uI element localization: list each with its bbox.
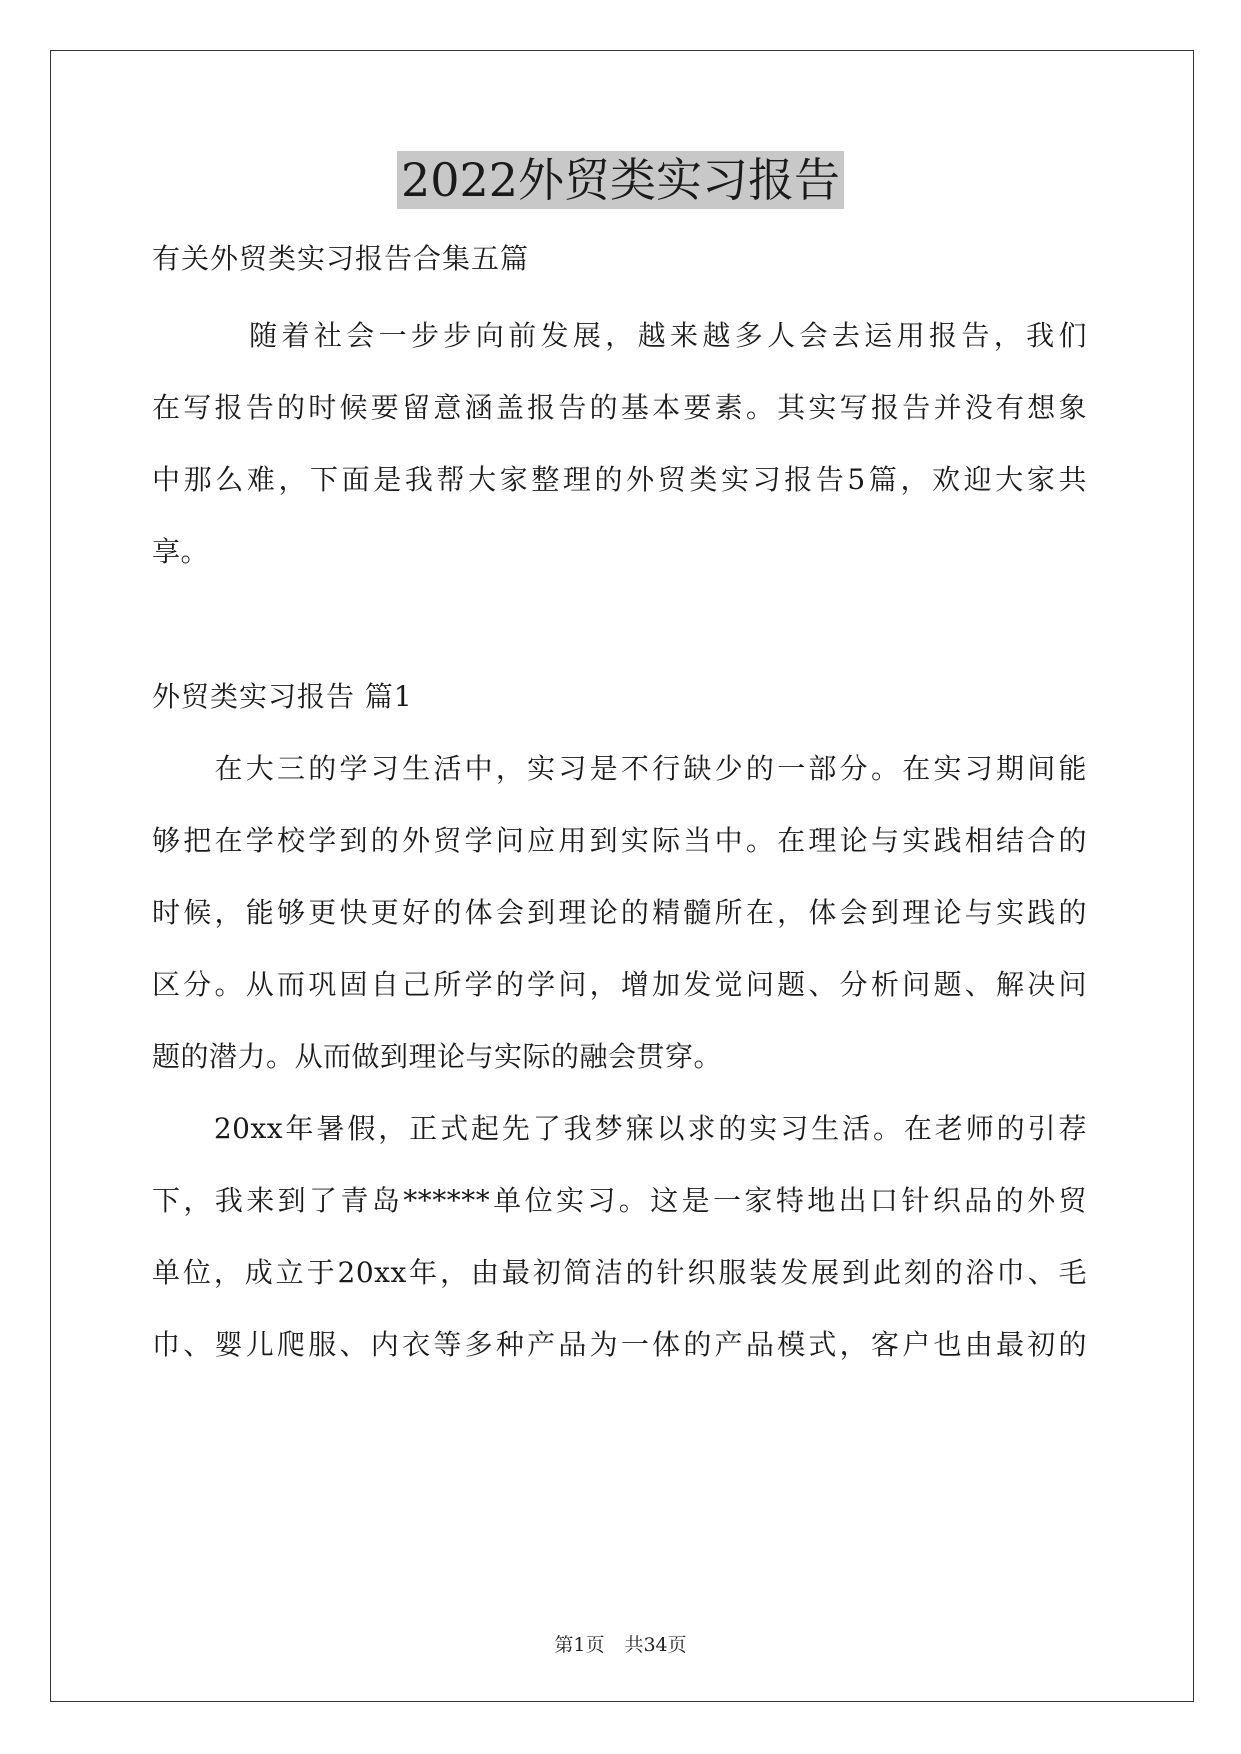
paragraph-line: 时候，能够更快更好的体会到理论的精髓所在，体会到理论与实践的 <box>152 896 1087 929</box>
paragraph-line: 20xx年暑假，正式起先了我梦寐以求的实习生活。在老师的引荐 <box>152 1112 1087 1145</box>
document-subtitle: 有关外贸类实习报告合集五篇 <box>152 242 530 275</box>
section-heading: 外贸类实习报告 篇1 <box>152 680 413 713</box>
paragraph-line: 区分。从而巩固自己所学的学问，增加发觉问题、分析问题、解决问 <box>152 968 1087 1001</box>
document-title <box>0 150 1241 210</box>
intro-line: 享。 <box>152 535 210 568</box>
page-number: 第1页 <box>554 1634 605 1656</box>
page-footer <box>0 1633 1241 1657</box>
page-frame <box>50 50 1194 1702</box>
paragraph-line: 够把在学校学到的外贸学问应用到实际当中。在理论与实践相结合的 <box>152 824 1087 857</box>
paragraph-line: 单位，成立于20xx年，由最初简洁的针织服装发展到此刻的浴巾、毛 <box>152 1256 1087 1289</box>
paragraph-line: 在大三的学习生活中，实习是不行缺少的一部分。在实习期间能 <box>152 752 1087 785</box>
paragraph-line: 下，我来到了青岛******单位实习。这是一家特地出口针织品的外贸 <box>152 1184 1087 1217</box>
paragraph-line: 巾、婴儿爬服、内衣等多种产品为一体的产品模式，客户也由最初的 <box>152 1328 1087 1361</box>
intro-line: 中那么难，下面是我帮大家整理的外贸类实习报告5篇，欢迎大家共 <box>152 463 1087 496</box>
title-text: 2022外贸类实习报告 <box>397 151 844 209</box>
paragraph-line: 题的潜力。从而做到理论与实际的融会贯穿。 <box>152 1040 723 1073</box>
intro-line: 在写报告的时候要留意涵盖报告的基本要素。其实写报告并没有想象 <box>152 391 1087 424</box>
intro-line: 随着社会一步步向前发展，越来越多人会去运用报告，我们 <box>152 319 1087 352</box>
page-total: 共34页 <box>624 1634 687 1656</box>
